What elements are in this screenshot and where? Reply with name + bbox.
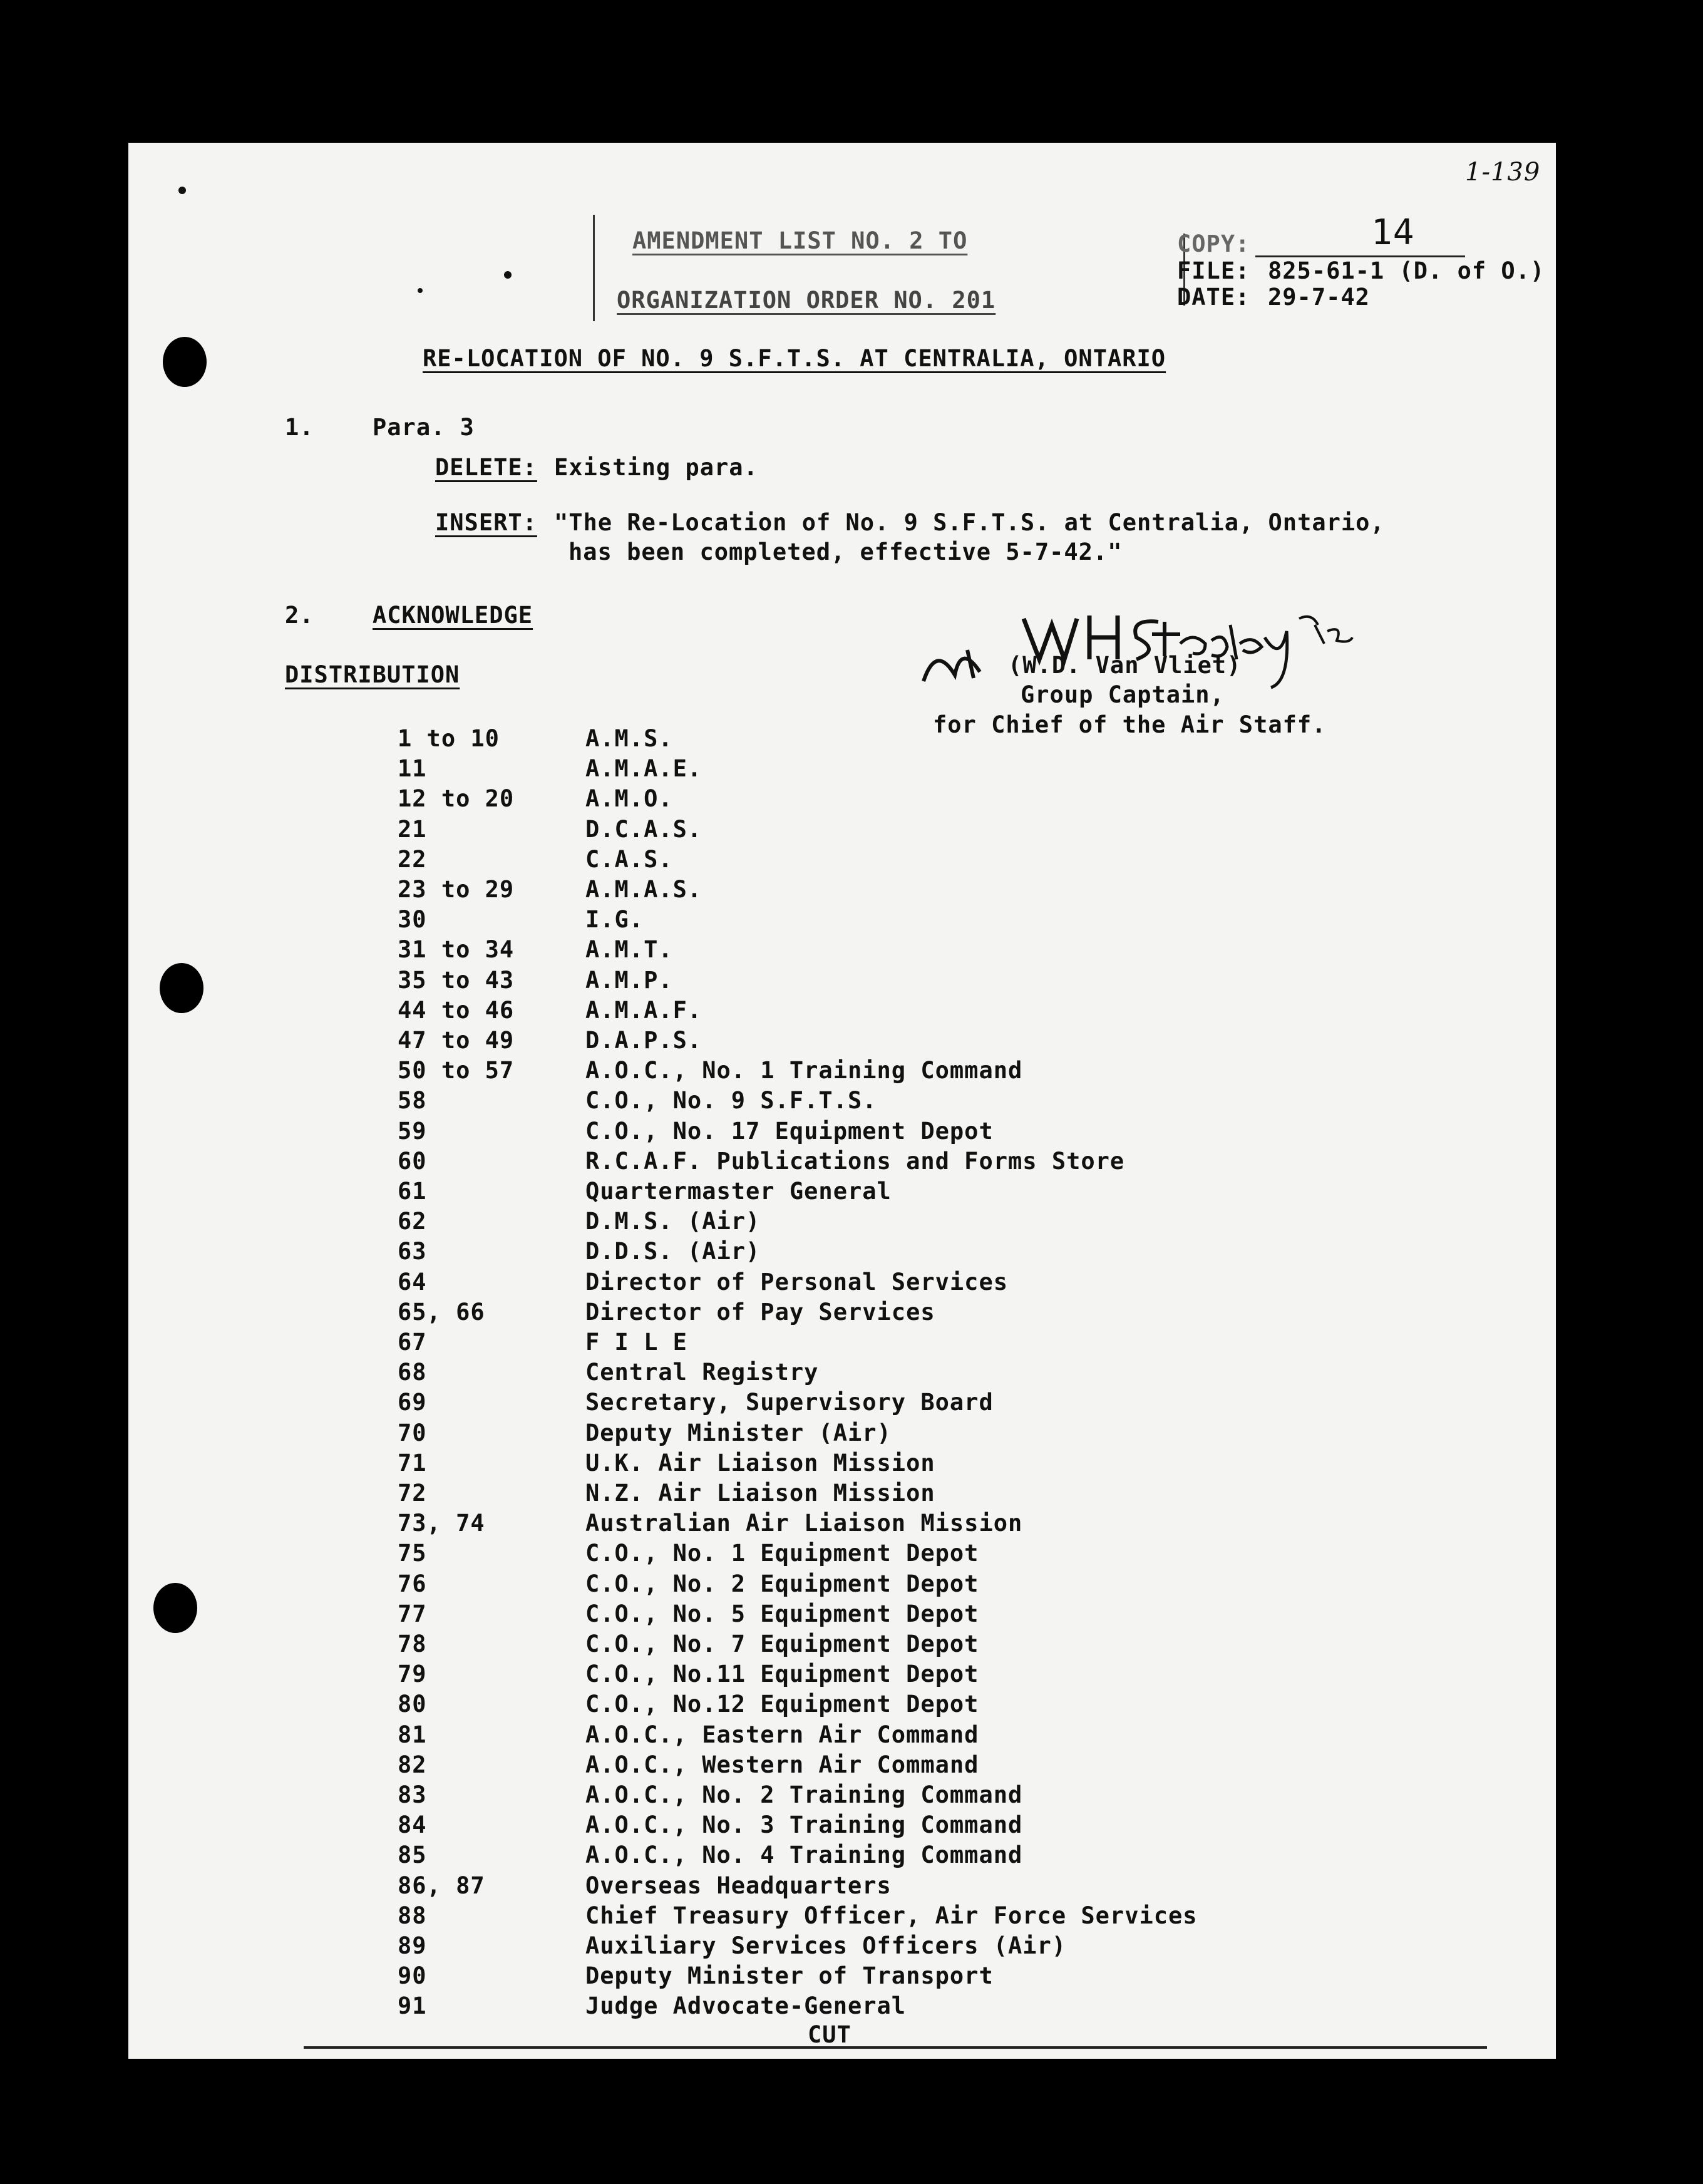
distribution-recipient: Deputy Minister (Air) (585, 1419, 892, 1446)
speck (504, 271, 512, 279)
distribution-recipient: C.O., No. 5 Equipment Depot (585, 1600, 979, 1627)
distribution-row (398, 1902, 1525, 1930)
distribution-copy-number: 69 (398, 1389, 427, 1416)
distribution-recipient: A.M.T. (585, 936, 673, 964)
distribution-copy-number: 68 (398, 1359, 427, 1386)
distribution-copy-number: 75 (398, 1540, 427, 1567)
distribution-recipient: C.A.S. (585, 845, 673, 873)
distribution-row (398, 1389, 1525, 1416)
distribution-row (398, 936, 1525, 964)
distribution-recipient: C.O., No. 7 Equipment Depot (585, 1630, 979, 1657)
amendment-line: AMENDMENT LIST NO. 2 TO (632, 227, 968, 254)
distribution-copy-number: 88 (398, 1902, 427, 1929)
distribution-row (398, 1087, 1525, 1115)
speck (178, 187, 186, 194)
distribution-row (398, 1208, 1525, 1235)
distribution-copy-number: 30 (398, 906, 427, 934)
distribution-row (398, 1480, 1525, 1507)
distribution-copy-number: 59 (398, 1117, 427, 1145)
delete-label: DELETE: (435, 454, 537, 481)
distribution-row (398, 997, 1525, 1024)
distribution-recipient: C.O., No. 1 Equipment Depot (585, 1540, 979, 1567)
distribution-recipient: Quartermaster General (585, 1178, 892, 1205)
distribution-copy-number: 85 (398, 1841, 427, 1869)
distribution-copy-number: 61 (398, 1178, 427, 1205)
insert-line-2: has been completed, effective 5-7-42." (569, 538, 1123, 565)
distribution-recipient: C.O., No.12 Equipment Depot (585, 1691, 979, 1718)
punch-hole-middle (160, 963, 203, 1013)
distribution-recipient: Overseas Headquarters (585, 1872, 892, 1899)
distribution-recipient: A.O.C., No. 1 Training Command (585, 1057, 1023, 1084)
date-label: DATE: (1177, 284, 1250, 311)
distribution-row (398, 876, 1525, 904)
distribution-row (398, 1600, 1525, 1628)
distribution-row (398, 1359, 1525, 1386)
distribution-recipient: C.O., No.11 Equipment Depot (585, 1661, 979, 1688)
header-bracket-left (593, 215, 595, 321)
distribution-row (398, 725, 1525, 753)
distribution-recipient: F I L E (585, 1329, 687, 1356)
distribution-copy-number: 1 to 10 (398, 725, 500, 752)
distribution-copy-number: 64 (398, 1268, 427, 1295)
distribution-row (398, 1450, 1525, 1477)
distribution-recipient: A.O.C., No. 4 Training Command (585, 1841, 1023, 1869)
distribution-recipient: R.C.A.F. Publications and Forms Store (585, 1147, 1125, 1175)
distribution-row (398, 1781, 1525, 1809)
distribution-row (398, 1269, 1525, 1296)
distribution-row (398, 785, 1525, 813)
distribution-row (398, 1872, 1525, 1900)
distribution-copy-number: 65, 66 (398, 1298, 485, 1326)
distribution-copy-number: 23 to 29 (398, 876, 515, 903)
distribution-recipient: D.C.A.S. (585, 815, 702, 843)
delete-text: Existing para. (554, 454, 758, 481)
distribution-recipient: Deputy Minister of Transport (585, 1962, 994, 1990)
distribution-recipient: A.M.A.F. (585, 996, 702, 1024)
para2-number: 2. (285, 602, 314, 629)
distribution-row (398, 1299, 1525, 1326)
punch-hole-top (163, 337, 207, 387)
distribution-copy-number: 81 (398, 1721, 427, 1748)
distribution-recipient: A.M.P. (585, 966, 673, 994)
distribution-row (398, 1329, 1525, 1356)
distribution-row (398, 1630, 1525, 1658)
distribution-recipient: Chief Treasury Officer, Air Force Services (585, 1902, 1198, 1929)
distribution-recipient: D.M.S. (Air) (585, 1208, 761, 1235)
distribution-recipient: A.O.C., Western Air Command (585, 1751, 979, 1778)
file-value: 825-61-1 (D. of O.) (1268, 257, 1545, 284)
distribution-copy-number: 22 (398, 845, 427, 873)
cut-rule-right (861, 2046, 1487, 2049)
signature-rank: Group Captain, (1021, 681, 1225, 708)
distribution-row (398, 1419, 1525, 1447)
distribution-copy-number: 44 to 46 (398, 996, 515, 1024)
distribution-copy-number: 83 (398, 1781, 427, 1808)
para1-ref: Para. 3 (373, 414, 475, 441)
distribution-copy-number: 80 (398, 1691, 427, 1718)
distribution-copy-number: 73, 74 (398, 1510, 485, 1537)
signature-for: for Chief of the Air Staff. (933, 711, 1327, 738)
distribution-row (398, 1118, 1525, 1145)
date-value: 29-7-42 (1268, 284, 1370, 311)
distribution-copy-number: 47 to 49 (398, 1027, 515, 1054)
copy-number: 14 (1371, 212, 1415, 253)
distribution-row (398, 1510, 1525, 1537)
distribution-recipient: N.Z. Air Liaison Mission (585, 1480, 935, 1507)
distribution-copy-number: 63 (398, 1238, 427, 1265)
document-page (128, 143, 1556, 2059)
cut-label: CUT (808, 2021, 852, 2048)
distribution-copy-number: 58 (398, 1087, 427, 1115)
distribution-recipient: U.K. Air Liaison Mission (585, 1449, 935, 1476)
distribution-row (398, 1841, 1525, 1869)
distribution-recipient: A.O.C., Eastern Air Command (585, 1721, 979, 1748)
distribution-row (398, 906, 1525, 934)
distribution-recipient: A.M.A.E. (585, 755, 702, 783)
speck (418, 288, 423, 293)
distribution-copy-number: 71 (398, 1449, 427, 1476)
distribution-row (398, 1721, 1525, 1749)
distribution-copy-number: 72 (398, 1480, 427, 1507)
copy-label: COPY: (1177, 230, 1250, 257)
distribution-row (398, 1932, 1525, 1960)
distribution-copy-number: 89 (398, 1932, 427, 1959)
distribution-copy-number: 70 (398, 1419, 427, 1446)
distribution-row (398, 967, 1525, 994)
distribution-copy-number: 11 (398, 755, 427, 783)
distribution-label: DISTRIBUTION (285, 661, 460, 688)
distribution-row (398, 1057, 1525, 1084)
distribution-row (398, 1661, 1525, 1688)
distribution-copy-number: 35 to 43 (398, 966, 515, 994)
order-line: ORGANIZATION ORDER NO. 201 (617, 287, 996, 314)
distribution-copy-number: 91 (398, 1992, 427, 2020)
distribution-recipient: I.G. (585, 906, 644, 934)
distribution-row (398, 1570, 1525, 1598)
distribution-recipient: A.M.S. (585, 725, 673, 752)
distribution-copy-number: 84 (398, 1811, 427, 1839)
distribution-copy-number: 77 (398, 1600, 427, 1627)
distribution-row (398, 1540, 1525, 1567)
distribution-row (398, 1148, 1525, 1175)
signature-name: (W.D. Van Vliet) (1008, 652, 1242, 679)
subject-line: RE-LOCATION OF NO. 9 S.F.T.S. AT CENTRALIA, ONTARIO (423, 345, 1166, 372)
distribution-recipient: A.O.C., No. 2 Training Command (585, 1781, 1023, 1808)
distribution-row (398, 1962, 1525, 1990)
distribution-recipient: A.M.O. (585, 785, 673, 813)
distribution-row (398, 1751, 1525, 1779)
distribution-copy-number: 76 (398, 1570, 427, 1597)
distribution-row (398, 1238, 1525, 1265)
distribution-recipient: D.D.S. (Air) (585, 1238, 761, 1265)
distribution-copy-number: 62 (398, 1208, 427, 1235)
distribution-row (398, 1811, 1525, 1839)
distribution-row (398, 755, 1525, 783)
file-label: FILE: (1177, 257, 1250, 284)
distribution-recipient: C.O., No. 9 S.F.T.S. (585, 1087, 877, 1115)
distribution-copy-number: 50 to 57 (398, 1057, 515, 1084)
distribution-recipient: A.M.A.S. (585, 876, 702, 903)
distribution-recipient: Central Registry (585, 1359, 819, 1386)
page-mark: 1-139 (1465, 158, 1541, 187)
distribution-copy-number: 90 (398, 1962, 427, 1990)
distribution-copy-number: 60 (398, 1147, 427, 1175)
distribution-copy-number: 86, 87 (398, 1872, 485, 1899)
distribution-copy-number: 82 (398, 1751, 427, 1778)
para1-number: 1. (285, 414, 314, 441)
distribution-row (398, 1992, 1525, 2020)
distribution-recipient: A.O.C., No. 3 Training Command (585, 1811, 1023, 1839)
distribution-recipient: Director of Personal Services (585, 1268, 1009, 1295)
signature-per (924, 650, 964, 677)
distribution-recipient: C.O., No. 2 Equipment Depot (585, 1570, 979, 1597)
distribution-row (398, 1178, 1525, 1205)
distribution-copy-number: 21 (398, 815, 427, 843)
insert-label: INSERT: (435, 509, 537, 536)
distribution-copy-number: 79 (398, 1661, 427, 1688)
handwritten-signature (911, 606, 1362, 694)
distribution-recipient: C.O., No. 17 Equipment Depot (585, 1117, 994, 1145)
distribution-copy-number: 12 to 20 (398, 785, 515, 813)
distribution-row (398, 846, 1525, 873)
distribution-recipient: D.A.P.S. (585, 1027, 702, 1054)
punch-hole-bottom (153, 1583, 197, 1633)
distribution-recipient: Australian Air Liaison Mission (585, 1510, 1023, 1537)
distribution-row (398, 1027, 1525, 1054)
distribution-recipient: Director of Pay Services (585, 1298, 935, 1326)
distribution-recipient: Secretary, Supervisory Board (585, 1389, 994, 1416)
distribution-recipient: Auxiliary Services Officers (Air) (585, 1932, 1067, 1959)
distribution-row (398, 1691, 1525, 1718)
distribution-copy-number: 78 (398, 1630, 427, 1657)
distribution-copy-number: 31 to 34 (398, 936, 515, 964)
insert-line-1: "The Re-Location of No. 9 S.F.T.S. at Centralia, Ontario, (554, 509, 1385, 536)
distribution-row (398, 816, 1525, 843)
distribution-copy-number: 67 (398, 1329, 427, 1356)
distribution-recipient: Judge Advocate-General (585, 1992, 907, 2020)
acknowledge: ACKNOWLEDGE (373, 602, 533, 629)
